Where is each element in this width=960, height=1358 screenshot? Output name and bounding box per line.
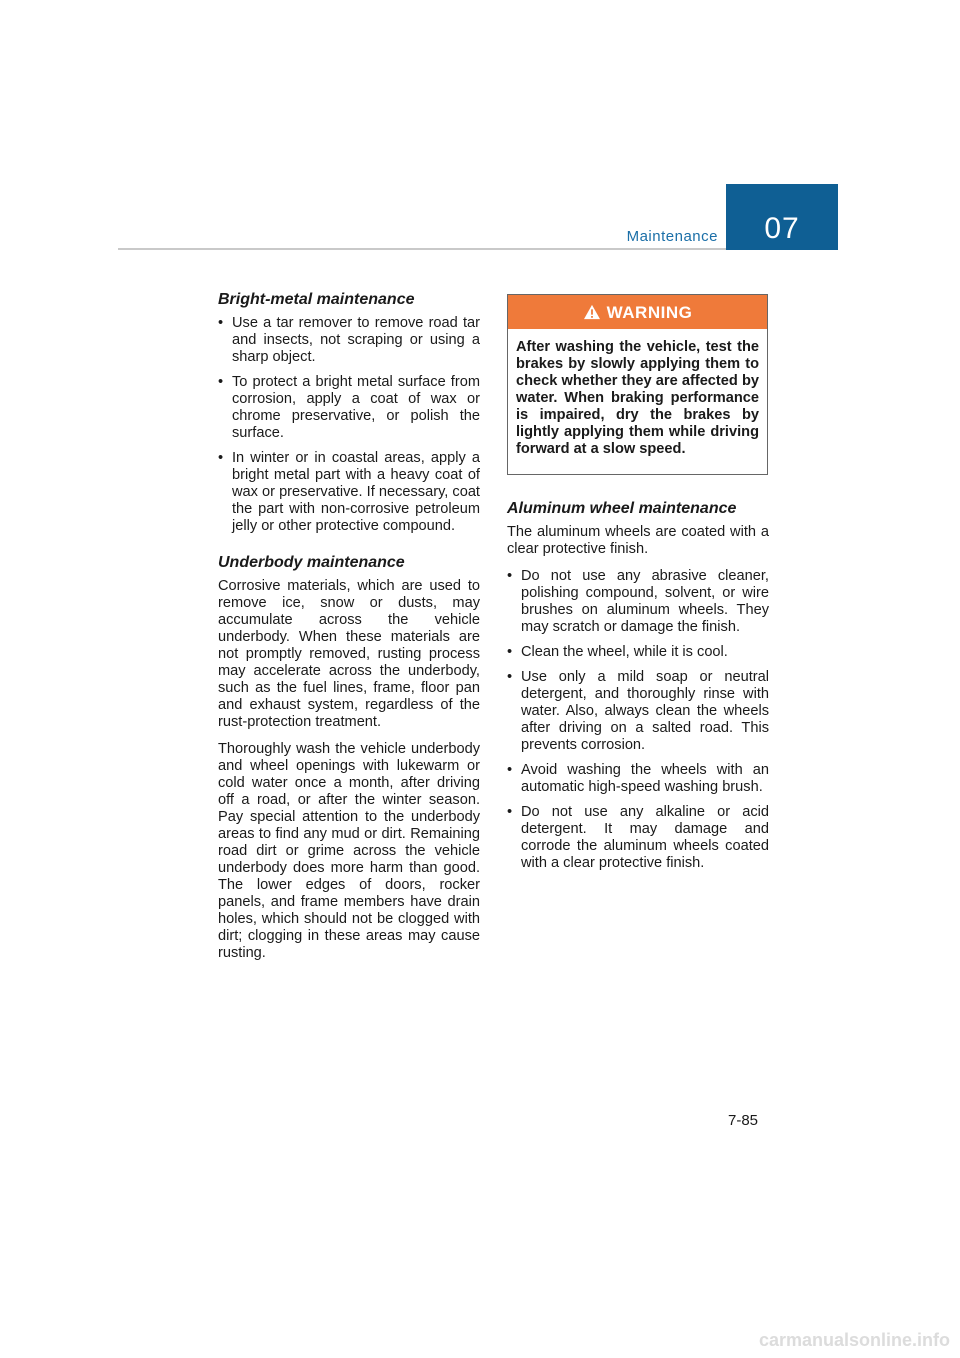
bright-metal-list (218, 315, 480, 535)
aluminum-heading: Aluminum wheel maintenance (507, 500, 737, 517)
left-column (218, 290, 480, 972)
list-item: • Do not use any abrasive cleaner, polishing compound, solvent, or wire brushes on aluminum wheels. They may scratch or damage the finish. (507, 568, 769, 636)
right-column (507, 290, 769, 884)
warning-text: After washing the vehicle, test the brakes by slowly applying them to check whether they are affected by water. When braking performance is impaired, dry the brakes by lightly applying them while driving forward at a slow speed. (516, 339, 759, 457)
list-item: • Use a tar remover to remove road tar and insects, not scraping or using a sharp object. (218, 315, 480, 366)
warning-triangle-icon (583, 304, 601, 320)
underbody-paragraph: Corrosive materials, which are used to remove ice, snow or dusts, may accumulate across the vehicle underbody. When these materials are not promptly removed, rusting process may accelerate across the underbody, such as the fuel lines, frame, floor pan and exhaust system, regardless of the rust-protection treatment. (218, 578, 480, 730)
list-item: • Do not use any alkaline or acid detergent. It may damage and corrode the aluminum wheels coated with a clear protective finish. (507, 804, 769, 872)
warning-header (508, 295, 767, 329)
chapter-number: 07 (764, 212, 800, 245)
list-item: • Avoid washing the wheels with an automatic high-speed washing brush. (507, 762, 769, 796)
aluminum-intro: The aluminum wheels are coated with a clear protective finish. (507, 524, 769, 557)
underbody-paragraph: Thoroughly wash the vehicle underbody and wheel openings with lukewarm or cold water once a month, after driving off a road, or after the winter season. Pay special attention to the underbody areas to find any mud or dirt. Remaining road dirt or grime across the vehicle underbody does more harm than good. The lower edges of doors, rocker panels, and frame members have drain holes, which should not be clogged with dirt; clogging in these areas may cause rusting. (218, 741, 480, 961)
list-item: • In winter or in coastal areas, apply a bright metal part with a heavy coat of wax or preservative. If necessary, coat the part with non-corrosive petroleum jelly or other protective compound. (218, 450, 480, 535)
warning-label: WARNING (606, 302, 693, 322)
chapter-tab (726, 184, 838, 250)
list-item: • Clean the wheel, while it is cool. (507, 644, 769, 661)
aluminum-list (507, 568, 769, 872)
list-item: • To protect a bright metal surface from corrosion, apply a coat of wax or chrome preservative, or polish the surface. (218, 374, 480, 442)
watermark: carmanualsonline.info (758, 1330, 950, 1350)
section-title: Maintenance (626, 228, 718, 245)
underbody-heading: Underbody maintenance (218, 554, 405, 571)
list-item: • Use only a mild soap or neutral detergent, and thoroughly rinse with water. Also, always clean the wheels after driving on a salted road. This prevents corrosion. (507, 669, 769, 754)
warning-box (507, 294, 768, 475)
bright-metal-heading: Bright-metal maintenance (218, 291, 415, 308)
page-number: 7-85 (728, 1112, 759, 1129)
